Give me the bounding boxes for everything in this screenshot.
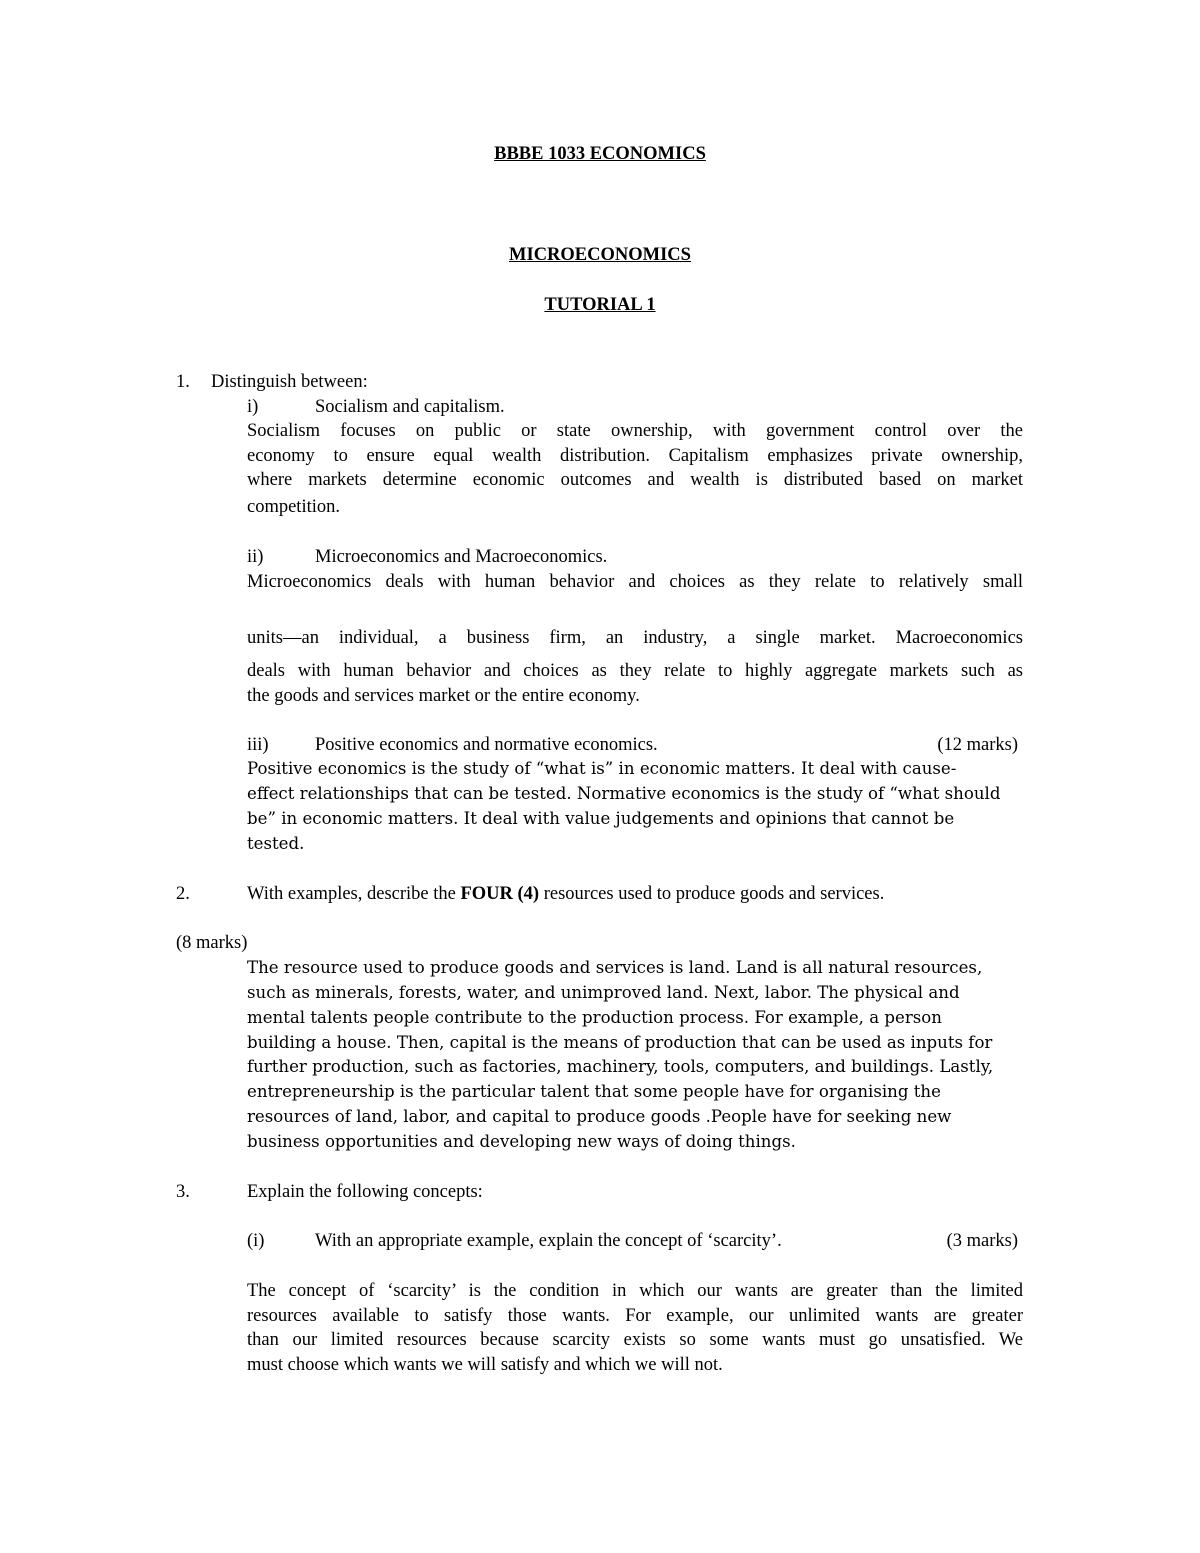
question-number: 3. <box>176 1182 190 1202</box>
answer-line: the goods and services market or the entire economy. <box>247 686 640 706</box>
part-title: Socialism and capitalism. <box>315 397 505 417</box>
subject-title: MICROECONOMICS <box>509 245 691 265</box>
question-number: 1. <box>176 372 190 392</box>
answer-line: Microeconomics deals with human behavior and choices as they relate to relatively small <box>247 572 1023 592</box>
answer-line: Socialism focuses on public or state ownership, with government control over the <box>247 421 1023 441</box>
answer-line: such as minerals, forests, water, and unimproved land. Next, labor. The physical and <box>247 983 960 1002</box>
answer-line: deals with human behavior and choices as they relate to highly aggregate markets such as <box>247 661 1023 681</box>
marks-label: (12 marks) <box>937 735 1018 755</box>
answer-line: tested. <box>247 834 305 853</box>
marks-label: (3 marks) <box>946 1231 1018 1251</box>
emphasis-text: FOUR (4) <box>460 884 540 904</box>
answer-line: The resource used to produce goods and services is land. Land is all natural resources, <box>247 958 983 977</box>
answer-line: resources available to satisfy those wants. For example, our unlimited wants are greater <box>247 1306 1023 1326</box>
answer-line: The concept of ‘scarcity’ is the condition in which our wants are greater than the limited <box>247 1281 1023 1301</box>
answer-line: economy to ensure equal wealth distribution. Capitalism emphasizes private ownership, <box>247 446 1023 466</box>
answer-line: resources of land, labor, and capital to produce goods .People have for seeking new <box>247 1107 952 1126</box>
course-title: BBBE 1033 ECONOMICS <box>494 144 706 164</box>
answer-line: building a house. Then, capital is the means of production that can be used as inputs for <box>247 1033 993 1052</box>
part-title: Positive economics and normative economics. <box>315 735 658 755</box>
part-label: (i) <box>247 1231 265 1251</box>
answer-line: than our limited resources because scarcity exists so some wants must go unsatisfied. We <box>247 1330 1023 1350</box>
question-number: 2. <box>176 884 190 904</box>
answer-line: business opportunities and developing new ways of doing things. <box>247 1132 796 1151</box>
part-label: iii) <box>247 735 269 755</box>
answer-line: effect relationships that can be tested. Normative economics is the study of “what should <box>247 784 1001 803</box>
part-label: i) <box>247 397 259 417</box>
answer-line: units—an individual, a business firm, an industry, a single market. Macroeconomics <box>247 628 1023 648</box>
part-title: With an appropriate example, explain the concept of ‘scarcity’. <box>315 1231 782 1251</box>
question-prompt: Distinguish between: <box>211 372 368 392</box>
answer-line: mental talents people contribute to the production process. For example, a person <box>247 1008 942 1027</box>
answer-line: competition. <box>247 497 340 517</box>
answer-line: must choose which wants we will satisfy and which we will not. <box>247 1355 723 1375</box>
tutorial-title: TUTORIAL 1 <box>544 295 656 315</box>
answer-line: where markets determine economic outcomes and wealth is distributed based on market <box>247 470 1023 490</box>
answer-line: Positive economics is the study of “what is” in economic matters. It deal with cause- <box>247 759 957 778</box>
question-prompt: Explain the following concepts: <box>247 1182 483 1202</box>
question-prompt: With examples, describe the FOUR (4) resources used to produce goods and services. <box>247 884 885 904</box>
part-label: ii) <box>247 547 264 567</box>
marks-label: (8 marks) <box>176 933 248 953</box>
answer-line: be” in economic matters. It deal with value judgements and opinions that cannot be <box>247 809 955 828</box>
answer-line: entrepreneurship is the particular talent that some people have for organising the <box>247 1082 941 1101</box>
answer-line: further production, such as factories, machinery, tools, computers, and buildings. Lastly, <box>247 1057 994 1076</box>
part-title: Microeconomics and Macroeconomics. <box>315 547 608 567</box>
